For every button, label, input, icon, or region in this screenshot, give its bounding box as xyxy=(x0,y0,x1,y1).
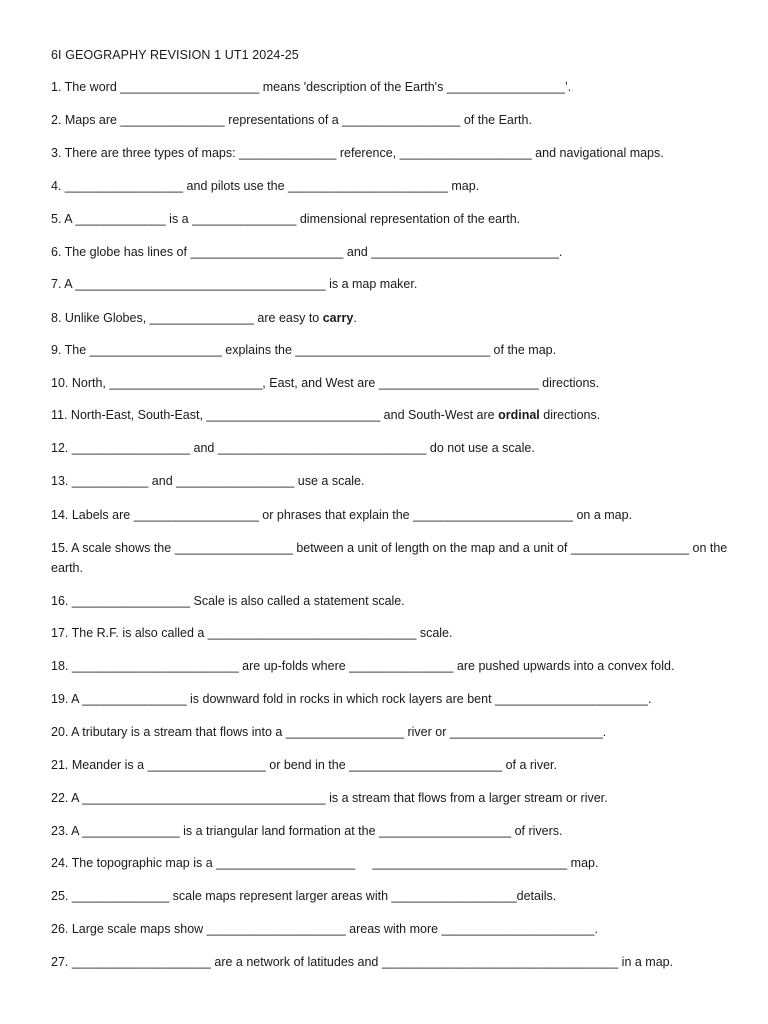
question-11-text: 11. North-East, South-East, _________________________ and South-West are xyxy=(51,408,499,422)
question-11-end: directions. xyxy=(539,408,601,422)
question-7: 7. A ____________________________________ is a map maker. xyxy=(51,277,418,291)
question-27: 27. ____________________ are a network of latitudes and __________________________________ in a map. xyxy=(51,955,674,969)
question-18: 18. ________________________ are up-folds where _______________ are pushed upwards into a convex fold. xyxy=(51,659,675,673)
question-8 xyxy=(51,309,741,329)
question-1: 1. The word ____________________ means 'description of the Earth's _________________’. xyxy=(51,80,572,94)
question-2: 2. Maps are _______________ representations of a _________________ of the Earth. xyxy=(51,113,532,127)
question-19: 19. A _______________ is downward fold in rocks in which rock layers are bent ______________________. xyxy=(51,692,652,706)
question-4: 4. _________________ and pilots use the _______________________ map. xyxy=(51,179,480,193)
question-5: 5. A _____________ is a _______________ dimensional representation of the earth. xyxy=(51,212,521,226)
question-12: 12. _________________ and ______________________________ do not use a scale. xyxy=(51,441,535,455)
question-22: 22. A ___________________________________ is a stream that flows from a larger stream or river. xyxy=(51,791,608,805)
question-21: 21. Meander is a _________________ or bend in the ______________________ of a river. xyxy=(51,758,557,772)
question-25: 25. ______________ scale maps represent larger areas with __________________details. xyxy=(51,889,557,903)
question-8-text: 8. Unlike Globes, _______________ are easy to xyxy=(51,311,323,325)
question-3: 3. There are three types of maps: ______________ reference, ___________________ and navigational maps. xyxy=(51,146,664,160)
question-16: 16. _________________ Scale is also called a statement scale. xyxy=(51,594,405,608)
question-8-bold-word: carry xyxy=(322,311,354,325)
question-24: 24. The topographic map is a ____________________ ____________________________ map. xyxy=(51,856,599,870)
question-15: 15. A scale shows the _________________ between a unit of length on the map and a unit of _________________ on the earth. xyxy=(51,541,731,575)
question-20: 20. A tributary is a stream that flows into a _________________ river or ______________________. xyxy=(51,725,607,739)
question-23: 23. A ______________ is a triangular land formation at the ___________________ of rivers. xyxy=(51,824,563,838)
question-8-end: . xyxy=(353,311,357,325)
question-11-bold-word: ordinal xyxy=(498,408,540,422)
question-13: 13. ___________ and _________________ use a scale. xyxy=(51,474,365,488)
question-14: 14. Labels are __________________ or phrases that explain the _______________________ on a map. xyxy=(51,508,633,522)
worksheet-title: 6I GEOGRAPHY REVISION 1 UT1 2024-25 xyxy=(51,48,299,62)
question-9: 9. The ___________________ explains the ____________________________ of the map. xyxy=(51,343,557,357)
question-10: 10. North, ______________________, East, and West are _______________________ directions. xyxy=(51,376,600,390)
question-26: 26. Large scale maps show ____________________ areas with more ______________________. xyxy=(51,922,598,936)
question-11 xyxy=(51,406,741,426)
question-6: 6. The globe has lines of ______________________ and ___________________________. xyxy=(51,245,563,259)
question-17: 17. The R.F. is also called a ______________________________ scale. xyxy=(51,626,453,640)
